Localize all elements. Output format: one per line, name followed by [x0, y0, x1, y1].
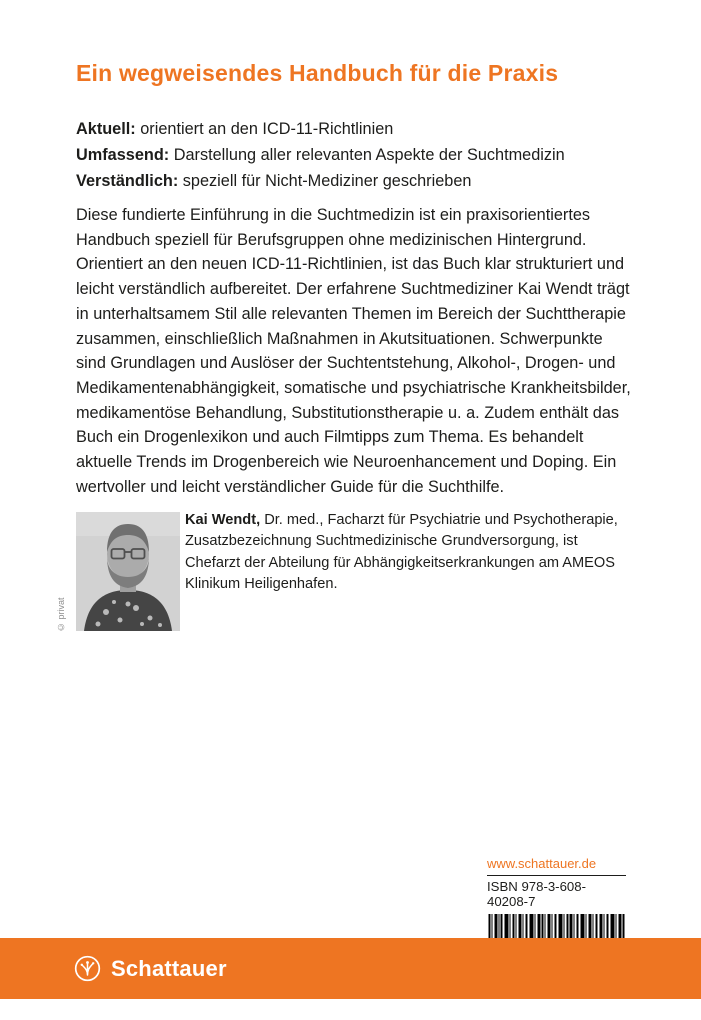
highlight-aktuell: [76, 116, 565, 142]
page-title: Ein wegweisendes Handbuch für die Praxis: [76, 60, 559, 86]
highlight-text: Darstellung aller relevanten Aspekte der Suchtmedizin: [169, 146, 565, 164]
publisher-wordmark: Schattauer: [111, 955, 227, 981]
highlight-label: Verständlich:: [76, 172, 179, 190]
author-name: Kai Wendt,: [185, 512, 261, 528]
photo-credit: © privat: [56, 597, 66, 632]
author-bio: [185, 510, 627, 596]
highlight-label: Aktuell:: [76, 120, 136, 138]
isbn-text: ISBN 978-3-608-40208-7: [487, 879, 586, 909]
publisher-bar: [0, 938, 701, 999]
website-link[interactable]: www.schattauer.de: [487, 856, 597, 871]
isbn-divider: [487, 875, 626, 876]
highlight-text: orientiert an den ICD-11-Richtlinien: [135, 120, 394, 138]
highlight-text: speziell für Nicht-Mediziner geschrieben: [178, 172, 472, 190]
author-bio-text: Dr. med., Facharzt für Psychiatrie und Psychotherapie, Zusatzbezeichnung Suchtmedizinische Grundversorgung, ist Chefarzt der Abteilung für Abhängigkeitserkrankungen am AMEOS Klinikum Heiligenhafen.: [185, 512, 618, 593]
highlight-umfassend: [76, 142, 565, 168]
schattauer-logo-icon: [74, 955, 101, 982]
highlights-block: [76, 116, 565, 194]
highlight-label: Umfassend:: [76, 146, 170, 164]
highlight-verstaendlich: [76, 168, 565, 194]
author-photo: [76, 512, 180, 631]
book-description: Diese fundierte Einführung in die Suchtmedizin ist ein praxisorientiertes Handbuch speziell für Berufsgruppen ohne medizinischen Hintergrund. Orientiert an den neuen ICD-11-Richtlinien, ist das Buch klar strukturiert und leicht verständlich aufbereitet. Der erfahrene Suchtmediziner Kai Wendt trägt in unterhaltsamem Stil alle relevanten Themen im Bereich der Suchttherapie zusammen, einschließlich Maßnahmen in Akutsituationen. Schwerpunkte sind Grundlagen und Auslöser der Suchtentstehung, Alkohol-, Drogen- und Medikamentenabhängigkeit, somatische und psychiatrische Krankheitsbilder, medikamentöse Behandlung, Substitutionstherapie u. a. Zudem enthält das Buch ein Drogenlexikon und auch Filmtipps zum Thema. Es behandelt aktuelle Trends im Drogenbereich wie Neuroenhancement und Doping. Ein wertvoller und leicht verständlicher Guide für die Suchthilfe.: [76, 206, 631, 496]
author-portrait-illustration: [76, 512, 180, 631]
